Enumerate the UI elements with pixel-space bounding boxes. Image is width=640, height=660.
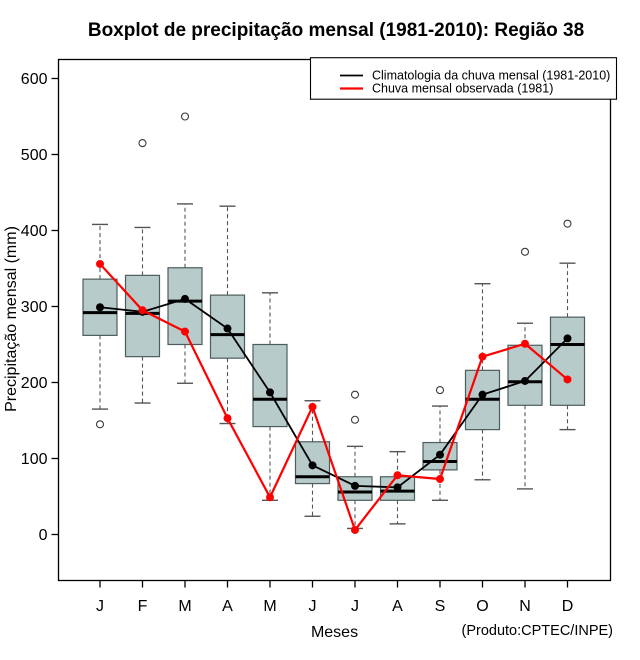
observed-line (96, 260, 572, 534)
climatology-point (266, 388, 274, 396)
y-tick-label: 500 (20, 147, 48, 164)
y-tick-label: 0 (38, 527, 48, 544)
observed-point (394, 471, 402, 479)
legend (311, 58, 617, 99)
climatology-point (351, 482, 359, 490)
climatology-point (96, 303, 104, 311)
climatology-line (96, 295, 572, 491)
climatology-legend-label: Climatologia da chuva mensal (1981-2010) (372, 68, 611, 83)
outlier-point (139, 140, 146, 147)
x-tick-label: N (519, 598, 531, 615)
climatology-point (436, 451, 444, 459)
x-tick-label: M (178, 598, 192, 615)
observed-point (224, 414, 232, 422)
x-tick-label: S (434, 598, 446, 615)
outlier-point (182, 113, 189, 120)
climatology-point (394, 483, 402, 491)
outlier-point (352, 416, 359, 423)
observed-point (96, 260, 104, 268)
observed-point (436, 475, 444, 483)
observed-point (309, 403, 317, 411)
observed-legend-label: Chuva mensal observada (1981) (372, 81, 554, 96)
observed-point (351, 526, 359, 534)
y-axis-ticks (21, 71, 59, 544)
climatology-point (224, 325, 232, 333)
x-tick-label: O (476, 598, 489, 615)
box (551, 317, 585, 405)
y-tick-label: 200 (20, 375, 48, 392)
x-tick-label: A (222, 598, 233, 615)
x-tick-label: J (308, 598, 317, 615)
climatology-point (181, 295, 189, 303)
y-tick-label: 600 (20, 71, 48, 88)
y-axis-label: Precipitação mensal (mm) (3, 226, 20, 412)
climatology-point (479, 391, 487, 399)
x-axis-label: Meses (310, 624, 359, 641)
outlier-point (352, 391, 359, 398)
outlier-point (564, 220, 571, 227)
footnote: (Produto:CPTEC/INPE) (461, 623, 613, 639)
observed-point (521, 340, 529, 348)
observed-point (139, 306, 147, 314)
x-axis-ticks (96, 581, 573, 616)
outlier-point (97, 421, 104, 428)
outlier-point (522, 248, 529, 255)
observed-point (181, 328, 189, 336)
chart-title: Boxplot de precipitação mensal (1981-2010): Região 38 (87, 20, 585, 41)
x-tick-label: M (263, 598, 277, 615)
y-tick-label: 300 (20, 299, 48, 316)
x-tick-label: J (351, 598, 359, 615)
y-tick-label: 100 (20, 451, 48, 468)
y-tick-label: 400 (20, 223, 48, 240)
x-tick-label: J (96, 598, 104, 615)
climatology-point (564, 334, 572, 342)
climatology-point (309, 461, 317, 469)
observed-point (479, 353, 487, 361)
x-tick-label: A (392, 598, 403, 615)
climatology-point (521, 377, 529, 385)
x-tick-label: F (137, 598, 148, 615)
observed-point (266, 493, 274, 501)
outlier-point (437, 387, 444, 394)
observed-point (564, 375, 572, 383)
x-tick-label: D (561, 598, 574, 615)
